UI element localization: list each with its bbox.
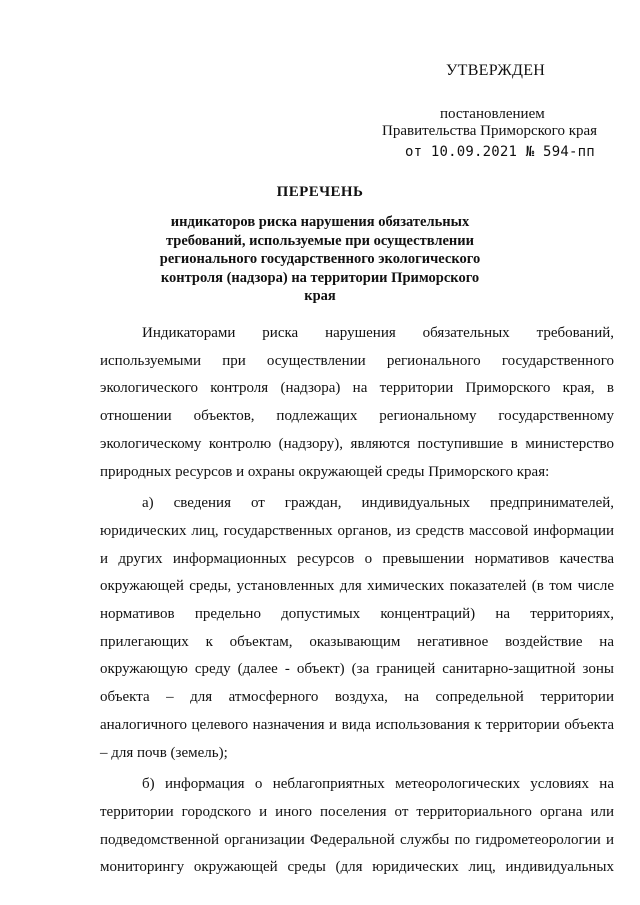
item-a-paragraph: а) сведения от граждан, индивидуальных предпринимателей, юридических лиц, государственных органов, из средств массовой информации и других информационных ресурсов о превышении нормативов качества окружающей среды, установленных для химических показателей (в том числе нормативов предельно допустимых концентраций) на территориях, прилегающих к объектам, оказывающим негативное воздействие на окружающую среду (далее - объект) (за границей санитарно-защитной зоны объекта – для атмосферного воздуха, на сопредельной территории аналогичного целевого назначения и вида использования к территории объекта – для почв (земель); xyxy=(100,495,614,761)
document-subtitle: индикаторов риска нарушения обязательных требований, используемые при осуществлении регионального государственного экологического контроля (надзора) на территории Приморского края xyxy=(159,214,481,305)
document-body xyxy=(100,320,614,882)
approval-government: Правительства Приморского края xyxy=(382,123,598,139)
intro-paragraph: Индикаторами риска нарушения обязательных требований, используемыми при осуществлении регионального государственного экологического контроля (надзора) на территории Приморского края, в отношении объектов, подлежащих региональному государственному экологическому контролю (надзору), являются поступившие в министерство природных ресурсов и охраны окружающей среды Приморского края: xyxy=(100,325,614,480)
approved-label: УТВЕРЖДЕН xyxy=(446,62,546,79)
decree-number-stamp: от 10.09.2021 № 594-пп xyxy=(405,144,595,160)
approval-by-decree: постановлением xyxy=(440,106,545,122)
item-b-paragraph: б) информация о неблагоприятных метеорологических условиях на территории городского и иного поселения от территориального органа или подведомственной организации Федеральной службы по гидрометеорологии и мониторингу окружающей среды (для юридических лиц, индивидуальных xyxy=(100,776,614,876)
document-title: ПЕРЕЧЕНЬ xyxy=(276,184,364,200)
